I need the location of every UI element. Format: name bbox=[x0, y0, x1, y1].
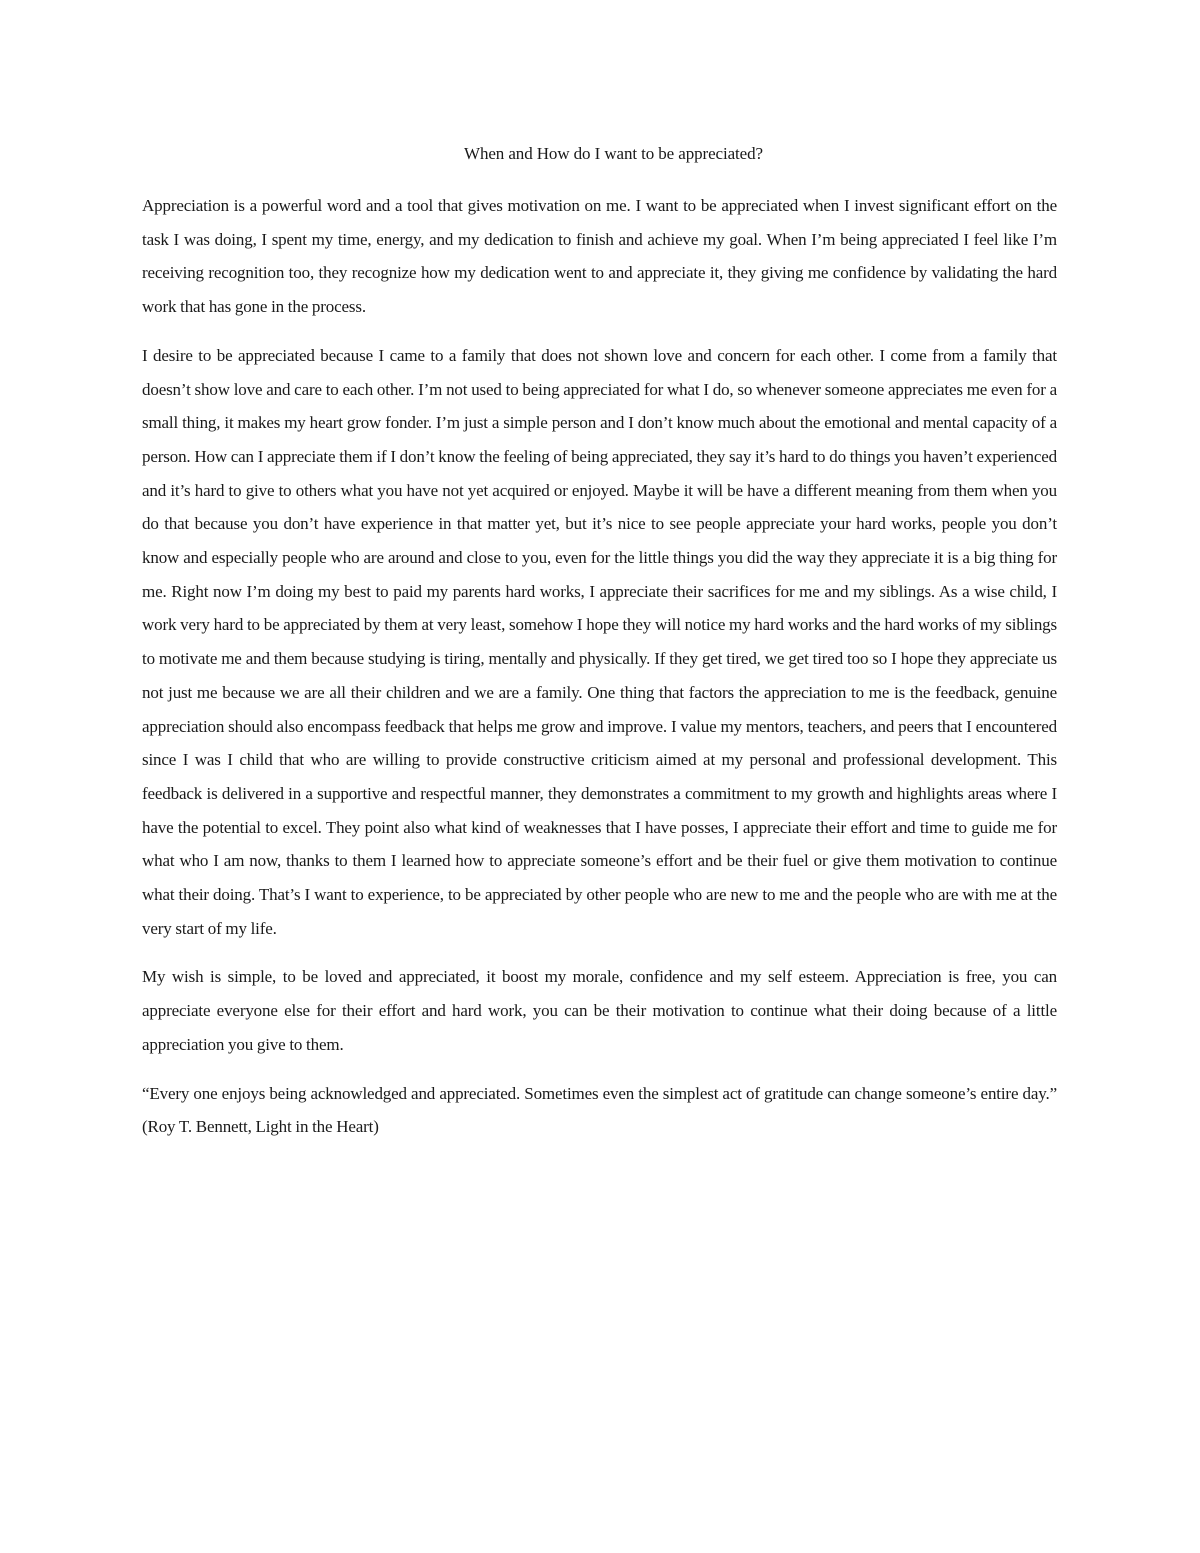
paragraph-family: I desire to be appreciated because I came to a family that does not shown love and concern for each other. I come from a family that doesn’t show love and care to each other. I’m not used to being appreciated for what I do, so whenever someone appreciates me even for a small thing, it makes my heart grow fonder. I’m just a simple person and I don’t know much about the emotional and mental capacity of a person. How can I appreciate them if I don’t know the feeling of being appreciated, they say it’s hard to do things you haven’t experienced and it’s hard to give to others what you have not yet acquired or enjoyed. Maybe it will be have a different meaning from them when you do that because you don’t have experience in that matter yet, but it’s nice to see people appreciate your hard works, people you don’t know and especially people who are around and close to you, even for the little things you did the way they appreciate it is a big thing for me. Right now I’m doing my best to paid my parents hard works, I appreciate their sacrifices for me and my siblings. As a wise child, I work very hard to be appreciated by them at very least, somehow I hope they will notice my hard works and the hard works of my siblings to motivate me and them because studying is tiring, mentally and physically. If they get tired, we get tired too so I hope they appreciate us not just me because we are all their children and we are a family. One thing that factors the appreciation to me is the feedback, genuine appreciation should also encompass feedback that helps me grow and improve. I value my mentors, teachers, and peers that I encountered since I was I child that who are willing to provide constructive criticism aimed at my personal and professional development. This feedback is delivered in a supportive and respectful manner, they demonstrates a commitment to my growth and highlights areas where I have the potential to excel. They point also what kind of weaknesses that I have posses, I appreciate their effort and time to guide me for what who I am now, thanks to them I learned how to appreciate someone’s effort and be their fuel or give them motivation to continue what their doing. That’s I want to experience, to be appreciated by other people who are new to me and the people who are with me at the very start of my life. bbox=[142, 345, 1057, 938]
paragraph-quote: “Every one enjoys being acknowledged and appreciated. Sometimes even the simplest act of gratitude can change someone’s entire day.” (Roy T. Bennett, Light in the Heart) bbox=[142, 1083, 1057, 1137]
paragraph-intro: Appreciation is a powerful word and a tool that gives motivation on me. I want to be appreciated when I invest significant effort on the task I was doing, I spent my time, energy, and my dedication to finish and achieve my goal. When I’m being appreciated I feel like I’m receiving recognition too, they recognize how my dedication went to and appreciate it, they giving me confidence by validating the hard work that has gone in the process. bbox=[142, 196, 1057, 317]
document-body bbox=[142, 189, 1057, 1159]
paragraph-wish: My wish is simple, to be loved and appreciated, it boost my morale, confidence and my self esteem. Appreciation is free, you can appreciate everyone else for their effort and hard work, you can be their motivation to continue what their doing because of a little appreciation you give to them. bbox=[142, 967, 1057, 1054]
document-title: When and How do I want to be appreciated? bbox=[464, 144, 763, 163]
